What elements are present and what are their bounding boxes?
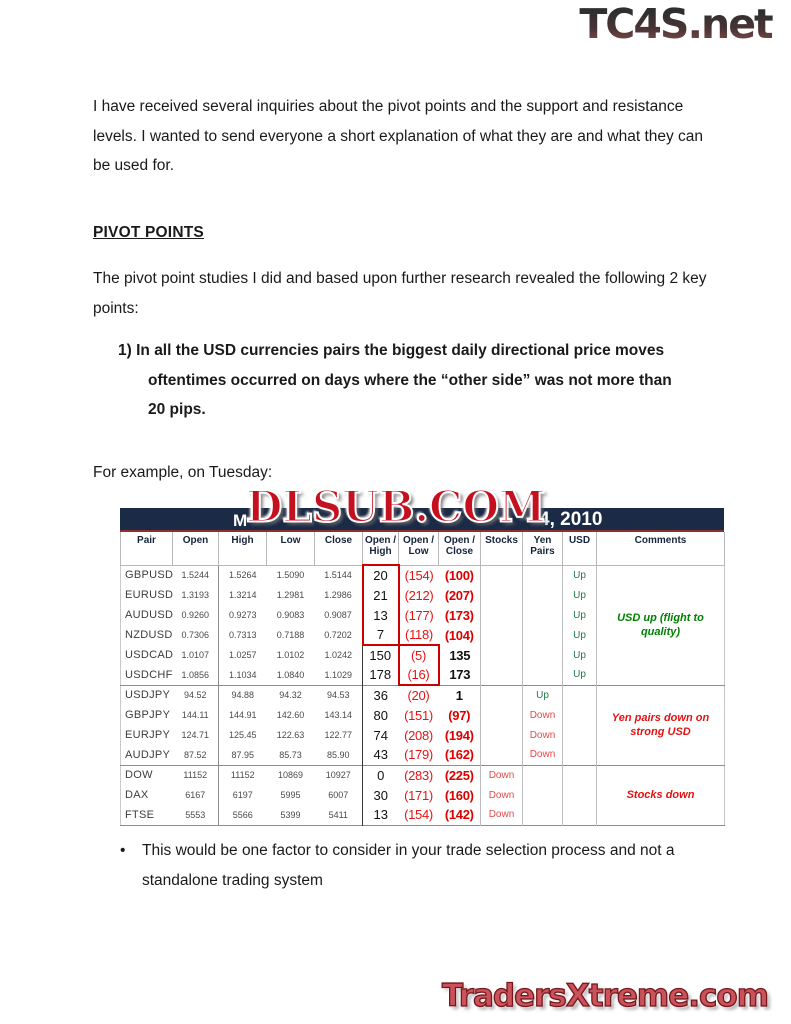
cell-dow-ol: (283) [404,767,433,783]
cell-dax-usd [563,785,597,805]
cell-nzdusd-low: 0.7188 [276,630,305,640]
cell-dow-open: 11152 [183,770,208,781]
cell-dow-usd [563,765,597,785]
cell-eurusd-close: 1.2986 [324,590,352,600]
cell-nzdusd-usd: Up [563,625,597,645]
cell-usdchf-close: 1.1029 [324,669,353,680]
cell-usdcad-high: 1.0257 [219,645,267,665]
tradersxtreme-logo: TradersXtreme.com [441,978,768,1014]
cell-eurjpy-oh: 74 [363,725,399,745]
cell-eurusd-yen [523,585,563,605]
cell-audjpy-ol: (179) [404,747,433,763]
cell-usdjpy-ol: (20) [407,688,430,703]
cell-ftse-oh: 13 [363,805,399,825]
cell-usdchf-oh: 178 [363,665,399,685]
cell-eurjpy-oc: (194) [444,727,474,743]
cell-audusd-open: 0.9260 [181,610,210,620]
cell-audjpy-low: 85.73 [279,749,302,760]
cell-eurjpy-open: 124.71 [181,730,210,740]
cell-eurusd-usd: Up [563,585,597,605]
column-header-open-close: Open / Close [439,532,481,565]
cell-audusd-high: 0.9273 [219,605,267,625]
cell-dax-oh: 30 [363,785,399,805]
bullet-dot: • [120,842,126,859]
cell-gbpjpy-low: 142.60 [276,710,305,720]
table-title-left-fragment: M [233,511,248,530]
cell-audusd-stocks [481,605,523,625]
cell-usdchf-usd: Up [563,665,597,685]
cell-gbpusd-yen [523,565,563,585]
cell-dow-close: 10927 [325,770,351,781]
pivot-table-section [120,508,724,826]
cell-audjpy-usd [563,745,597,765]
cell-dax-yen [523,785,563,805]
table-group [121,765,725,825]
cell-gbpjpy-close: 143.14 [324,710,353,720]
cell-gbpusd-oc: (100) [444,567,474,583]
study-paragraph: The pivot point studies I did and based upon further research revealed the following 2 key points: [93,270,707,317]
cell-ftse-usd [563,805,597,825]
cell-eurusd-low: 1.2981 [276,590,305,600]
cell-audusd-oh: 13 [363,605,399,625]
column-header-comments: Comments [597,532,725,565]
cell-ftse-ol: (154) [404,807,433,823]
cell-dax-stocks: Down [481,785,523,805]
cell-usdchf-ol: (16) [399,665,439,685]
cell-eurjpy-ol: (208) [404,727,433,743]
cell-gbpusd-pair: GBPUSD [125,569,174,582]
cell-gbpusd-close: 1.5144 [324,570,352,581]
cell-audusd-close: 0.9087 [324,610,352,620]
cell-audusd-oc: (173) [444,607,474,623]
cell-usdjpy-stocks [481,685,523,705]
cell-usdjpy-high: 94.88 [219,685,267,705]
table-title-right-fragment: 4, 2010 [539,509,603,530]
cell-dax-pair: DAX [125,789,149,801]
cell-usdjpy-low: 94.32 [279,690,302,701]
cell-audjpy-yen: Down [523,745,563,765]
cell-dow-oh: 0 [363,765,399,785]
cell-usdcad-oh: 150 [363,645,399,665]
table-group [121,685,725,765]
cell-eurusd-pair: EURUSD [125,589,174,601]
cell-eurjpy-low: 122.63 [276,730,305,740]
cell-dax-ol: (171) [404,787,433,803]
cell-gbpjpy-oc: (97) [448,707,471,723]
bullet-text: This would be one factor to consider in your trade selection process and not a standalone trading system [142,842,675,889]
table-group [121,565,725,685]
key-point-number: 1) [118,342,132,359]
cell-usdchf-low: 1.0840 [276,669,305,680]
bullet-item [120,836,680,895]
cell-eurjpy-high: 125.45 [219,725,267,745]
intro-paragraph: I have received several inquiries about the pivot points and the support and resistance levels. I wanted to send everyone a short explanation of what they are and what they can be used for. [93,98,704,174]
cell-usdcad-close: 1.0242 [324,650,353,660]
cell-gbpusd-usd: Up [563,565,597,585]
cell-dow-stocks: Down [481,765,523,785]
cell-audjpy-pair: AUDJPY [125,748,171,761]
cell-ftse-open: 5553 [185,809,206,820]
cell-eurusd-oc: (207) [444,587,474,603]
column-header-close: Close [315,532,363,565]
cell-ftse-low: 5399 [280,809,301,820]
cell-dax-high: 6197 [219,785,267,805]
cell-usdcad-stocks [481,645,523,665]
cell-ftse-high: 5566 [219,805,267,825]
cell-usdcad-pair: USDCAD [125,649,174,661]
cell-ftse-oc: (142) [444,807,474,823]
cell-gbpjpy-yen: Down [523,705,563,725]
cell-nzdusd-close: 0.7202 [324,630,352,640]
cell-usdchf-oc: 173 [449,667,471,683]
column-header-low: Low [267,532,315,565]
cell-audjpy-close: 85.90 [326,749,350,760]
column-header-open-high: Open / High [363,532,399,565]
cell-nzdusd-yen [523,625,563,645]
cell-dax-open: 6167 [185,790,206,800]
cell-usdchf-pair: USDCHF [125,668,173,681]
cell-dow-pair: DOW [125,769,153,782]
cell-usdchf-high: 1.1034 [219,665,267,685]
key-point-text: In all the USD currencies pairs the biggest daily directional price moves oftentimes occurred on days where the “other side” was not more than 20 pips. [136,342,672,418]
cell-audjpy-stocks [481,745,523,765]
cell-eurjpy-stocks [481,725,523,745]
cell-audusd-usd: Up [563,605,597,625]
cell-eurusd-open: 1.3193 [181,590,210,600]
cell-eurusd-oh: 21 [363,585,399,605]
cell-usdjpy-oc: 1 [455,687,463,703]
column-header-usd: USD [563,532,597,565]
cell-nzdusd-stocks [481,625,523,645]
cell-eurjpy-close: 122.77 [324,730,353,740]
cell-gbpusd-stocks [481,565,523,585]
cell-eurusd-stocks [481,585,523,605]
column-header-open: Open [173,532,219,565]
cell-usdcad-oc: 135 [449,647,471,663]
cell-gbpjpy-open: 144.11 [181,710,209,720]
cell-usdcad-usd: Up [563,645,597,665]
group-comment: Stocks down [597,765,725,825]
group-comment: USD up (flight to quality) [597,565,725,685]
cell-usdjpy-open: 94.52 [183,690,207,701]
cell-eurusd-high: 1.3214 [219,585,267,605]
cell-gbpjpy-high: 144.91 [219,705,267,725]
cell-nzdusd-pair: NZDUSD [125,629,173,641]
cell-gbpusd-oh: 20 [363,565,399,585]
cell-dax-oc: (160) [444,787,474,803]
cell-usdcad-ol: (5) [399,645,439,665]
cell-nzdusd-oc: (104) [444,627,474,643]
cell-gbpusd-high: 1.5264 [219,565,267,585]
cell-audjpy-high: 87.95 [219,745,267,765]
cell-dow-high: 11152 [219,765,267,785]
cell-audusd-ol: (177) [404,607,434,623]
cell-gbpjpy-stocks [481,705,523,725]
cell-eurjpy-usd [563,725,597,745]
cell-audjpy-oh: 43 [363,745,399,765]
cell-nzdusd-open: 0.7306 [181,630,210,640]
cell-usdjpy-pair: USDJPY [125,689,171,702]
cell-dow-yen [523,765,563,785]
cell-ftse-pair: FTSE [125,808,155,821]
cell-audjpy-oc: (162) [444,747,474,763]
cell-usdchf-stocks [481,665,523,685]
column-header-high: High [219,532,267,565]
column-header-open-low: Open / Low [399,532,439,565]
key-point-1 [118,336,693,425]
cell-usdjpy-yen: Up [523,685,563,705]
cell-dow-low: 10869 [277,770,304,781]
cell-ftse-yen [523,805,563,825]
cell-eurjpy-yen: Down [523,725,563,745]
cell-usdjpy-usd [563,685,597,705]
cell-nzdusd-high: 0.7313 [219,625,267,645]
cell-gbpjpy-usd [563,705,597,725]
cell-ftse-stocks: Down [481,805,523,825]
table-row-dow [121,765,725,785]
market-moves-table [120,532,725,826]
cell-dow-oc: (225) [444,767,474,783]
cell-usdjpy-oh: 36 [363,685,399,705]
column-header-pair: Pair [121,532,173,565]
cell-gbpusd-ol: (154) [404,567,434,583]
cell-audusd-low: 0.9083 [276,610,305,620]
example-line: For example, on Tuesday: [93,464,273,481]
cell-usdchf-open: 1.0856 [181,669,210,680]
cell-gbpjpy-ol: (151) [404,707,433,723]
group-comment: Yen pairs down on strong USD [597,685,725,765]
cell-audusd-yen [523,605,563,625]
cell-eurusd-ol: (212) [404,587,434,603]
table-header-row [121,532,725,565]
table-row-usdjpy [121,685,725,705]
cell-ftse-close: 5411 [328,809,348,820]
cell-usdjpy-close: 94.53 [326,690,350,701]
cell-gbpusd-open: 1.5244 [181,570,210,581]
pivot-points-heading: PIVOT POINTS [93,224,204,241]
cell-usdchf-yen [523,665,563,685]
cell-gbpjpy-oh: 80 [363,705,399,725]
cell-audusd-pair: AUDUSD [125,609,174,621]
cell-usdcad-open: 1.0107 [181,650,210,660]
cell-dax-close: 6007 [328,790,349,800]
cell-usdcad-low: 1.0102 [276,650,305,660]
cell-dax-low: 5995 [280,790,301,800]
cell-audjpy-open: 87.52 [183,749,207,760]
tc4s-logo: TC4S.net [568,0,783,48]
column-header-stocks: Stocks [481,532,523,565]
cell-nzdusd-oh: 7 [363,625,399,645]
table-row-gbpusd [121,565,725,585]
cell-nzdusd-ol: (118) [405,627,433,642]
cell-gbpjpy-pair: GBPJPY [125,709,171,721]
column-header-yen-pairs: Yen Pairs [523,532,563,565]
cell-eurjpy-pair: EURJPY [125,729,171,741]
cell-usdcad-yen [523,645,563,665]
cell-gbpusd-low: 1.5090 [276,570,305,581]
dlsub-watermark: DLSUB.COM [246,481,546,532]
